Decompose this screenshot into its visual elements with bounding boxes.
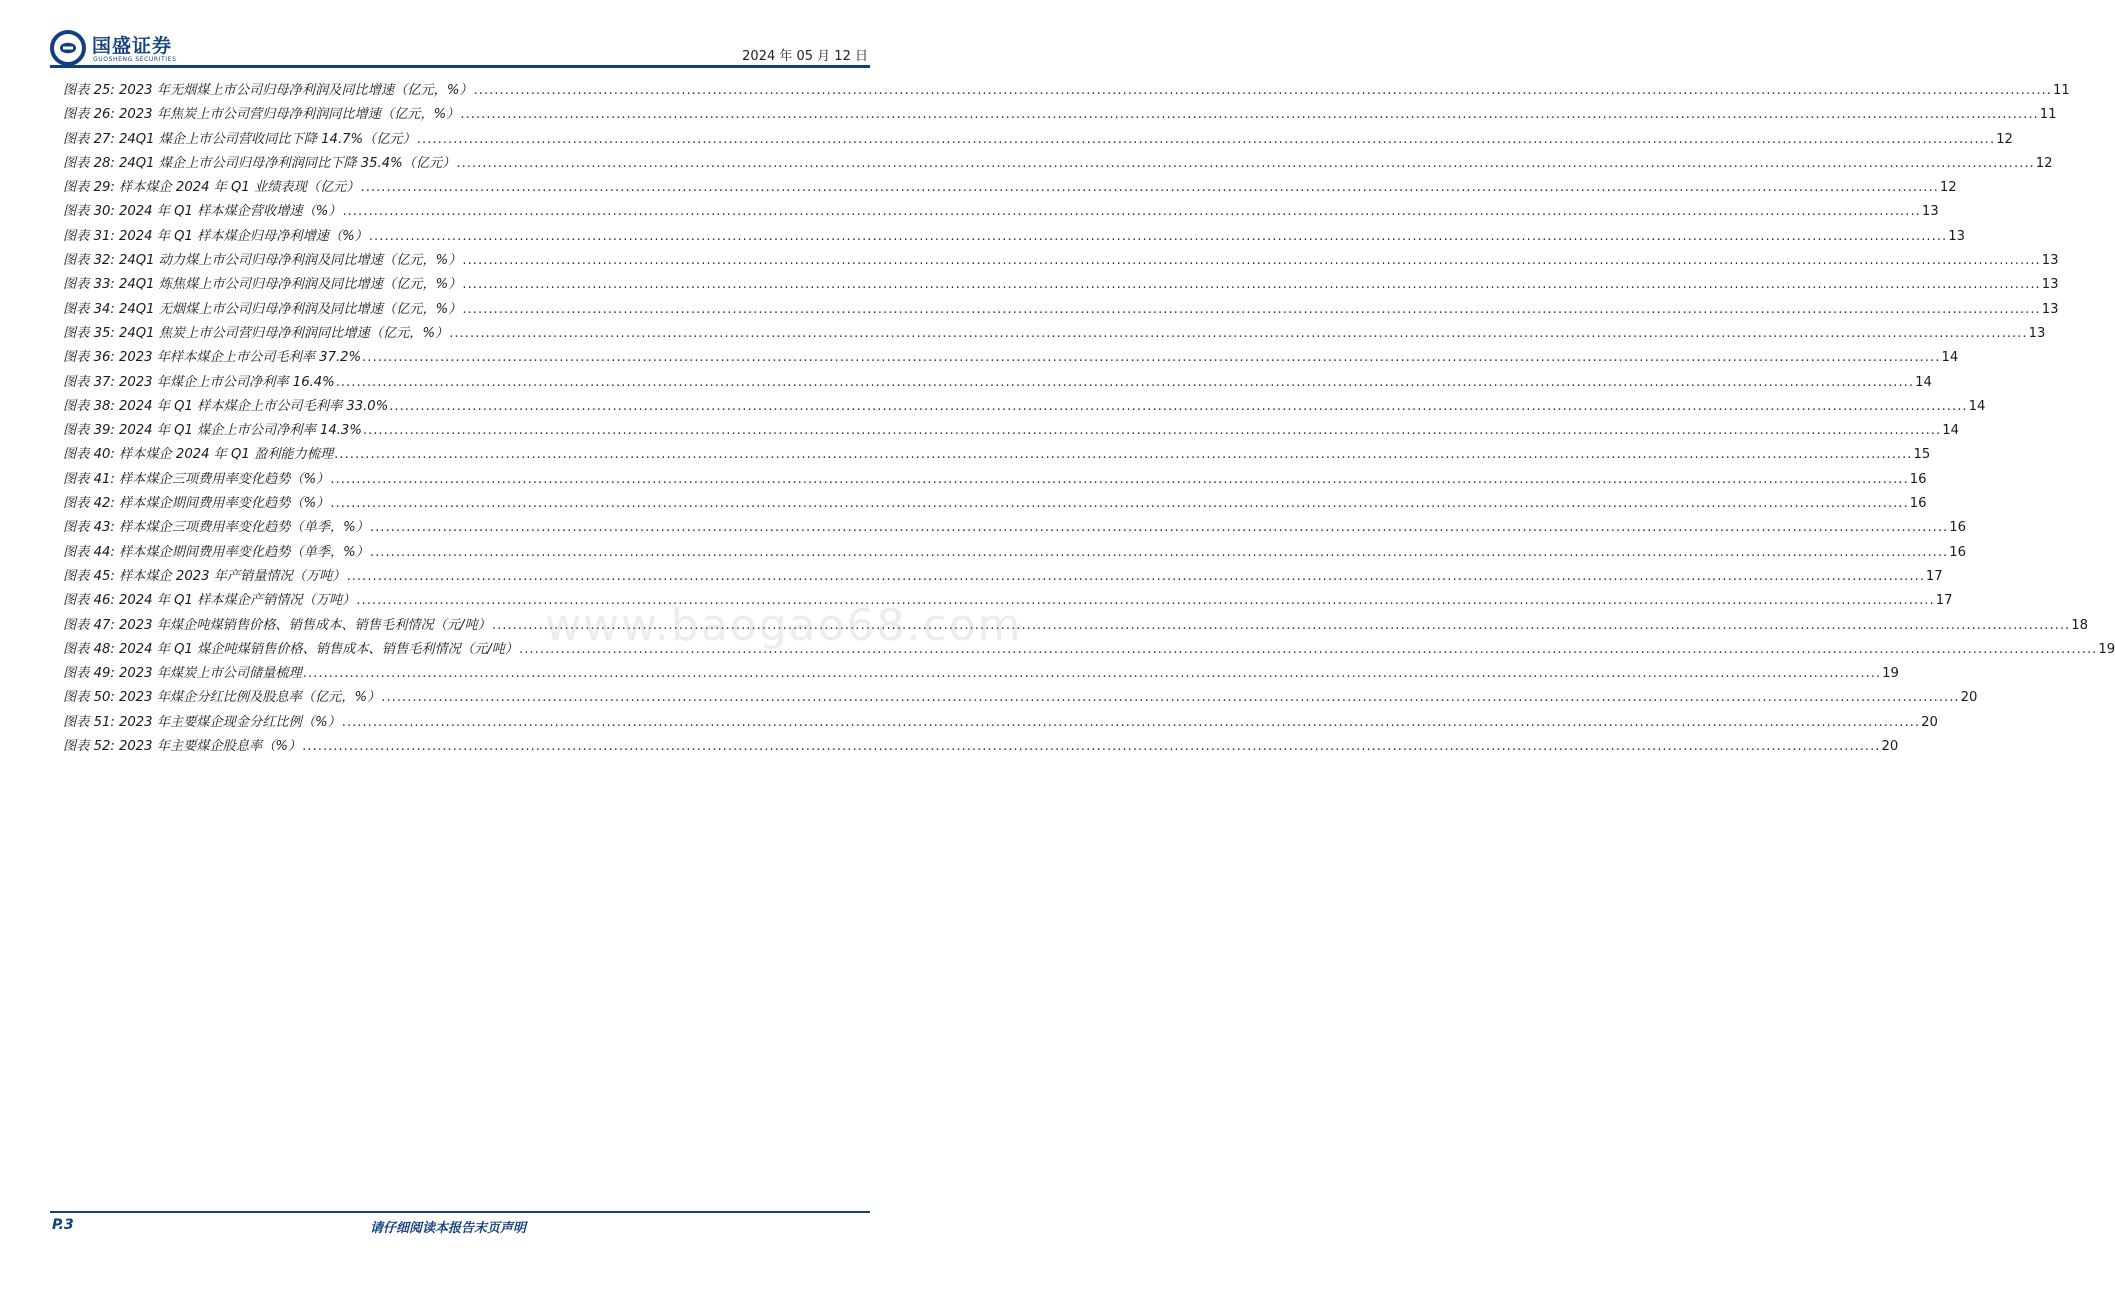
toc-entry-page: 13 xyxy=(2041,301,2059,317)
report-date: 2024 年 05 月 12 日 xyxy=(742,49,868,64)
toc-entry-title: 图表 39: 2024 年 Q1 煤企上市公司净利率 14.3% xyxy=(63,423,362,439)
toc-entry-page: 16 xyxy=(1909,496,1927,512)
toc-entry[interactable] xyxy=(63,541,1967,565)
toc-entry-page: 12 xyxy=(1996,131,2013,147)
toc-entry-title: 图表 51: 2023 年主要煤企现金分红比例（%） xyxy=(63,714,341,730)
toc-entry-page: 16 xyxy=(1909,471,1927,487)
toc-entry-title: 图表 30: 2024 年 Q1 样本煤企营收增速（%） xyxy=(63,204,342,220)
toc-entry[interactable] xyxy=(63,176,1957,200)
toc-dot-leader xyxy=(342,204,1920,219)
toc-entry[interactable] xyxy=(63,346,1959,370)
toc-entry-page: 13 xyxy=(1921,204,1939,220)
toc-entry-title: 图表 41: 样本煤企三项费用率变化趋势（%） xyxy=(63,471,330,487)
toc-entry[interactable] xyxy=(63,200,1939,224)
toc-entry-page: 12 xyxy=(1939,180,1957,196)
toc-dot-leader xyxy=(474,83,2052,98)
toc-dot-leader xyxy=(462,302,2040,317)
toc-entry[interactable] xyxy=(63,711,1938,735)
logo-english-name: GUOSHENG SECURITIES xyxy=(93,56,177,63)
toc-dot-leader xyxy=(369,229,1947,244)
toc-entry[interactable] xyxy=(63,492,1927,516)
toc-entry-page: 11 xyxy=(2052,83,2070,98)
header-divider xyxy=(50,65,870,68)
toc-dot-leader xyxy=(362,350,1940,365)
toc-dot-leader xyxy=(417,132,1995,147)
toc-entry-page: 14 xyxy=(1941,350,1959,366)
toc-dot-leader xyxy=(456,156,2034,171)
toc-entry[interactable] xyxy=(63,128,2013,152)
toc-entry-page: 14 xyxy=(1915,374,1932,390)
toc-entry[interactable] xyxy=(63,419,1959,443)
page-header xyxy=(0,0,920,70)
toc-entry-page: 12 xyxy=(2035,155,2053,171)
toc-entry-title: 图表 40: 样本煤企 2024 年 Q1 盈利能力梳理 xyxy=(63,447,334,463)
disclaimer-note: 请仔细阅读本报告末页声明 xyxy=(370,1221,527,1236)
toc-entry-page: 13 xyxy=(2041,253,2059,269)
toc-entry[interactable] xyxy=(63,443,1931,467)
toc-dot-leader xyxy=(330,472,1908,487)
toc-entry-title: 图表 37: 2023 年煤企上市公司净利率 16.4% xyxy=(63,374,335,390)
toc-entry-title: 图表 52: 2023 年主要煤企股息率（%） xyxy=(63,739,302,755)
toc-entry-page: 11 xyxy=(2039,107,2057,123)
toc-entry[interactable] xyxy=(63,273,2059,297)
toc-entry[interactable] xyxy=(63,249,2059,273)
toc-entry-title: 图表 50: 2023 年煤企分红比例及股息率（亿元，%） xyxy=(63,690,381,706)
toc-entry-title: 图表 49: 2023 年煤炭上市公司储量梳理 xyxy=(63,666,302,682)
toc-entry[interactable] xyxy=(63,662,1899,686)
toc-dot-leader xyxy=(336,375,1914,390)
company-logo xyxy=(50,30,200,66)
toc-dot-leader xyxy=(449,326,2027,341)
toc-dot-leader xyxy=(334,447,1912,462)
toc-entry-page: 16 xyxy=(1949,520,1967,536)
logo-chinese-name: 国盛证券 xyxy=(92,35,173,57)
toc-dot-leader xyxy=(330,496,1908,511)
toc-entry-page: 15 xyxy=(1913,447,1931,463)
toc-entry[interactable] xyxy=(63,565,1943,589)
toc-dot-leader xyxy=(303,666,1881,681)
toc-dot-leader xyxy=(302,739,1880,754)
toc-entry-title: 图表 38: 2024 年 Q1 样本煤企上市公司毛利率 33.0% xyxy=(63,398,389,414)
toc-entry-page: 13 xyxy=(1948,228,1965,244)
toc-entry-title: 图表 42: 样本煤企期间费用率变化趋势（%） xyxy=(63,496,330,512)
toc-entry-title: 图表 35: 24Q1 焦炭上市公司营归母净利润同比增速（亿元，%） xyxy=(63,325,449,341)
toc-entry-page: 20 xyxy=(1921,714,1938,730)
toc-entry-title: 图表 28: 24Q1 煤企上市公司归母净利润同比下降 35.4%（亿元） xyxy=(63,155,456,171)
toc-entry[interactable] xyxy=(63,103,2057,127)
toc-dot-leader xyxy=(389,399,1967,414)
toc-entry[interactable] xyxy=(63,298,2059,322)
toc-entry-page: 14 xyxy=(1968,398,1986,414)
watermark: www.baogao68.com xyxy=(545,600,1023,651)
toc-entry-title: 图表 44: 样本煤企期间费用率变化趋势（单季，%） xyxy=(63,544,369,560)
toc-entry[interactable] xyxy=(63,516,1967,540)
toc-entry[interactable] xyxy=(63,735,1899,759)
toc-entry[interactable] xyxy=(63,79,2070,103)
page-number: P.3 xyxy=(52,1217,74,1233)
toc-entry-title: 图表 33: 24Q1 炼焦煤上市公司归母净利润及同比增速（亿元，%） xyxy=(63,277,462,293)
toc-entry-page: 14 xyxy=(1942,423,1959,439)
toc-entry-title: 图表 26: 2023 年焦炭上市公司营归母净利润同比增速（亿元，%） xyxy=(63,107,460,123)
toc-dot-leader xyxy=(381,690,1959,705)
toc-entry[interactable] xyxy=(63,371,1932,395)
toc-entry-page: 17 xyxy=(1925,568,1943,584)
toc-entry[interactable] xyxy=(63,322,2046,346)
toc-entry-page: 16 xyxy=(1949,544,1967,560)
toc-entry-page: 19 xyxy=(1882,666,1899,682)
toc-entry-page: 20 xyxy=(1881,739,1899,755)
toc-entry-page: 17 xyxy=(1935,593,1953,609)
toc-entry[interactable] xyxy=(63,225,1965,249)
toc-entry-page: 13 xyxy=(2028,325,2046,341)
toc-entry[interactable] xyxy=(63,686,1978,710)
toc-entry-title: 图表 25: 2023 年无烟煤上市公司归母净利润及同比增速（亿元，%） xyxy=(63,83,473,98)
figure-toc-list xyxy=(63,79,2115,759)
toc-entry[interactable] xyxy=(63,152,2053,176)
toc-entry-title: 图表 47: 2023 年煤企吨煤销售价格、销售成本、销售毛利情况（元/吨） xyxy=(63,617,491,633)
toc-entry-title: 图表 29: 样本煤企 2024 年 Q1 业绩表现（亿元） xyxy=(63,180,360,196)
toc-entry-title: 图表 32: 24Q1 动力煤上市公司归母净利润及同比增速（亿元，%） xyxy=(63,253,462,269)
toc-dot-leader xyxy=(462,253,2040,268)
toc-dot-leader xyxy=(460,107,2038,122)
toc-entry[interactable] xyxy=(63,468,1927,492)
logo-emblem-icon xyxy=(50,30,86,66)
toc-entry-page: 18 xyxy=(2071,617,2089,633)
toc-dot-leader xyxy=(462,277,2040,292)
toc-dot-leader xyxy=(363,423,1941,438)
toc-entry-title: 图表 36: 2023 年样本煤企上市公司毛利率 37.2% xyxy=(63,350,362,366)
toc-entry-title: 图表 31: 2024 年 Q1 样本煤企归母净利增速（%） xyxy=(63,228,368,244)
toc-entry-page: 13 xyxy=(2041,277,2059,293)
toc-entry[interactable] xyxy=(63,395,1986,419)
toc-entry-page: 20 xyxy=(1960,690,1978,706)
toc-dot-leader xyxy=(347,569,1925,584)
toc-entry-title: 图表 45: 样本煤企 2023 年产销量情况（万吨） xyxy=(63,568,346,584)
toc-entry-title: 图表 43: 样本煤企三项费用率变化趋势（单季，%） xyxy=(63,520,369,536)
toc-dot-leader xyxy=(342,715,1920,730)
toc-entry-page: 19 xyxy=(2098,641,2115,657)
toc-entry-title: 图表 27: 24Q1 煤企上市公司营收同比下降 14.7%（亿元） xyxy=(63,131,416,147)
toc-entry-title: 图表 48: 2024 年 Q1 煤企吨煤销售价格、销售成本、销售毛利情况（元/吨） xyxy=(63,641,519,657)
footer-divider xyxy=(50,1211,870,1213)
toc-dot-leader xyxy=(361,180,1939,195)
toc-entry-title: 图表 34: 24Q1 无烟煤上市公司归母净利润及同比增速（亿元，%） xyxy=(63,301,462,317)
toc-entry-title: 图表 46: 2024 年 Q1 样本煤企产销情况（万吨） xyxy=(63,593,356,609)
toc-dot-leader xyxy=(370,520,1948,535)
toc-dot-leader xyxy=(370,545,1948,560)
